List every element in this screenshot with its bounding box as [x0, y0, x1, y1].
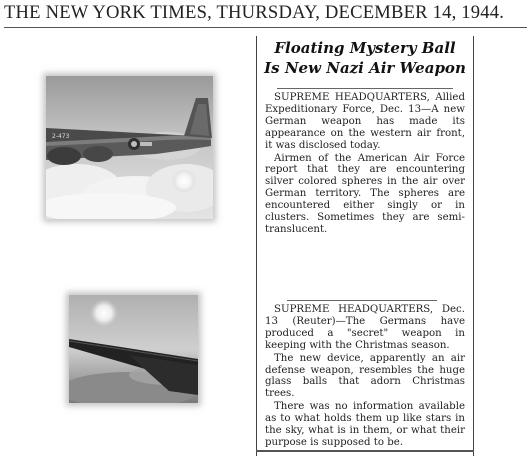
newspaper-masthead — [4, 2, 527, 30]
wing-photo — [69, 295, 198, 403]
bomber-tail-code: 2-473 — [52, 133, 70, 140]
bomber-photo-image — [46, 76, 213, 219]
headline — [257, 38, 473, 78]
section-divider — [287, 300, 437, 301]
headline-line-2: Is New Nazi Air Weapon — [264, 59, 466, 77]
bomber-photo — [46, 76, 213, 219]
article-column — [256, 36, 474, 456]
masthead-text: THE NEW YORK TIMES, THURSDAY, DECEMBER 14, 1944. — [4, 2, 505, 23]
article-paragraph: There was no information available as to what holds them up like stars in the sky, what is in them, or what their purpose is supposed to be. — [265, 401, 465, 448]
headline-line-1: Floating Mystery Ball — [274, 39, 456, 57]
article-paragraph: SUPREME HEADQUARTERS, Allied Expeditionary Force, Dec. 13—A new German weapon has made its appearance on the western air front, it was disclosed today. — [265, 92, 465, 151]
wing-photo-image — [69, 295, 198, 403]
article-bottom-rule — [256, 450, 474, 452]
masthead-rule — [4, 27, 527, 28]
article-section-2 — [265, 304, 465, 450]
article-section-1 — [265, 92, 465, 237]
article-paragraph: The new device, apparently an air defense weapon, resembles the huge glass balls that adorn Christmas trees. — [265, 352, 465, 400]
headline-rule — [277, 88, 453, 89]
article-paragraph: SUPREME HEADQUARTERS, Dec. 13 (Reuter)—The Germans have produced a "secret" weapon in keeping with the Christmas season. — [265, 304, 465, 351]
article-paragraph: Airmen of the American Air Force report that they are encountering silver colored spheres in the air over German territory. The spheres are encountered either singly or in clusters. Sometimes they are semi-translucent. — [265, 152, 465, 235]
